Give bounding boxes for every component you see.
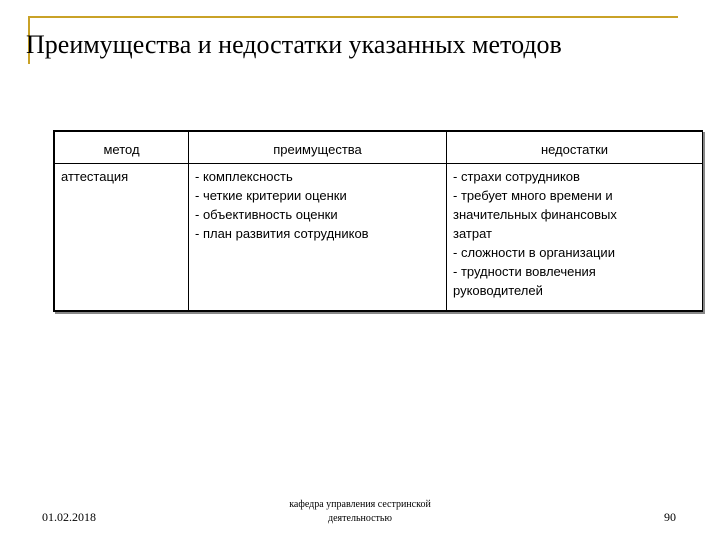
advantage-item: - четкие критерии оценки [195,188,347,203]
accent-line-top [28,16,678,18]
cell-advantages [189,164,447,311]
comparison-table-frame [53,130,703,312]
table-header-row [55,132,703,164]
footer-page-number: 90 [664,510,676,524]
disadvantage-item: затрат [453,226,492,241]
table-row [55,164,703,311]
footer-department-line1: кафедра управления сестринской [289,499,431,510]
disadvantage-item: - страхи сотрудников [453,169,580,184]
disadvantage-item: - трудности вовлечения [453,264,596,279]
footer-department-line2: деятельностью [328,513,392,524]
footer-date: 01.02.2018 [42,510,96,524]
slide-title: Преимущества и недостатки указанных методов [26,30,562,59]
advantage-item: - комплексность [195,169,293,184]
header-method: метод [55,132,189,164]
advantage-item: - план развития сотрудников [195,226,369,241]
comparison-table [54,131,703,311]
disadvantage-item: руководителей [453,283,543,298]
cell-method [55,164,189,311]
method-name: аттестация [61,169,129,184]
header-disadvantages: недостатки [447,132,703,164]
footer-department [260,498,460,526]
disadvantage-item: - требует много времени и [453,188,613,203]
header-advantages: преимущества [189,132,447,164]
disadvantage-item: значительных финансовых [453,207,617,222]
disadvantage-item: - сложности в организации [453,245,615,260]
advantage-item: - объективность оценки [195,207,338,222]
cell-disadvantages [447,164,703,311]
